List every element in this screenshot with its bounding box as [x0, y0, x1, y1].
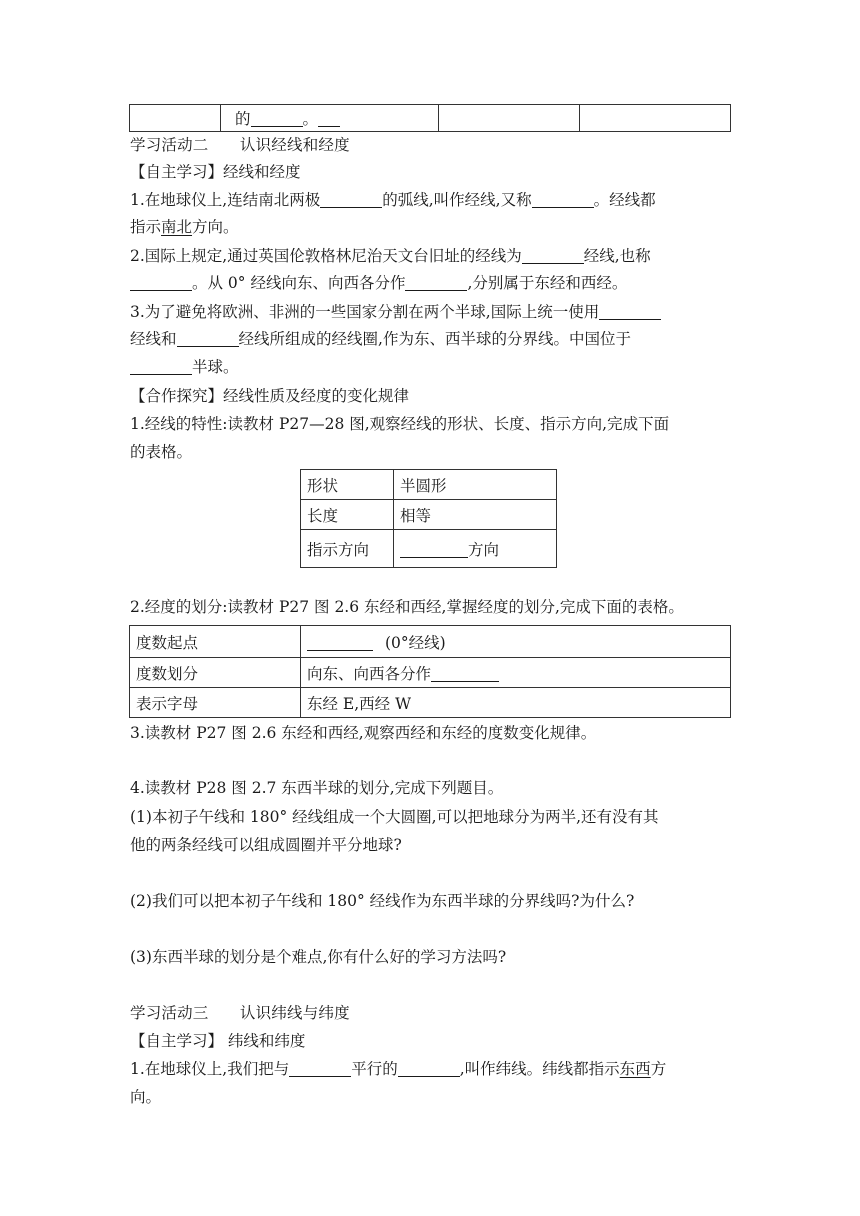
a2-q2-line1: [130, 244, 651, 268]
top-cell-tail: 。: [302, 110, 319, 128]
a2-c4-line: 4.读教材 P28 图 2.7 东西半球的划分,完成下列题目。: [130, 779, 504, 797]
top-table-cell-1: [130, 105, 221, 132]
table-label: 指示方向: [301, 530, 394, 568]
text: 方向。: [192, 218, 239, 236]
a2-c1-line2: 的表格。: [130, 443, 193, 461]
table-row: [301, 470, 557, 500]
blank-line: [251, 110, 303, 127]
activity3-title: 学习活动三 认识纬线与纬度: [130, 1004, 350, 1022]
table-label: 长度: [301, 500, 394, 530]
underlined-text: 东西: [619, 1060, 651, 1078]
blank-line: [318, 110, 340, 127]
answer-blank: [405, 274, 467, 291]
text: 指示: [130, 218, 162, 236]
answer-blank: [289, 1060, 351, 1077]
table-row: [130, 658, 731, 688]
table-row: [130, 688, 731, 718]
a2-q3-line1: [130, 300, 661, 324]
answer-blank: [400, 541, 468, 558]
text: 。经线都: [593, 191, 656, 209]
answer-blank: [130, 274, 192, 291]
underlined-text: 南北: [161, 218, 193, 236]
answer-blank: [522, 247, 584, 264]
a2-c4-1-line2: 他的两条经线可以组成圆圈并平分地球?: [130, 836, 402, 854]
a2-q1-line1: [130, 188, 656, 212]
a2-c1-line1: 1.经线的特性:读教材 P27—28 图,观察经线的形状、长度、指示方向,完成下面: [130, 415, 670, 433]
answer-blank: [320, 191, 382, 208]
text: ,分别属于东经和西经。: [467, 274, 628, 292]
table-label: 表示字母: [130, 688, 301, 718]
a2-c4-2-line: (2)我们可以把本初子午线和 180° 经线作为东西半球的分界线吗?为什么?: [130, 892, 635, 910]
text: ,叫作纬线。纬线都指示: [459, 1060, 620, 1078]
longitude-division-table: [129, 625, 731, 718]
table-value: 方向: [468, 540, 500, 559]
a3-q1-line1: [130, 1057, 666, 1081]
table-value-cell: [394, 530, 557, 568]
text: 经线所组成的经线圈,作为东、西半球的分界线。中国位于: [238, 330, 631, 348]
text: 平行的: [351, 1060, 398, 1078]
table-row: [130, 626, 731, 658]
a2-c2-line: 2.经度的划分:读教材 P27 图 2.6 东经和西经,掌握经度的划分,完成下面的表格。: [130, 598, 684, 616]
answer-blank: [599, 303, 661, 320]
answer-blank: [177, 330, 239, 347]
a2-q1-line2: [130, 215, 239, 239]
text: 经线,也称: [583, 247, 651, 265]
a2-q3-line2: [130, 327, 631, 351]
table-value: 相等: [394, 500, 557, 530]
activity3-self-study-heading: 【自主学习】 纬线和纬度: [130, 1032, 306, 1050]
a2-c3-line: 3.读教材 P27 图 2.6 东经和西经,观察西经和东经的度数变化规律。: [130, 724, 597, 742]
text: 。从 0° 经线向东、向西各分作: [192, 274, 406, 292]
table-value-cell: [301, 658, 731, 688]
table-label: 形状: [301, 470, 394, 500]
table-value: (0°经线): [385, 633, 446, 652]
activity2-self-study-heading: 【自主学习】经线和经度: [130, 163, 301, 181]
table-value: 向东、向西各分作: [307, 664, 432, 683]
table-value: 东经 E,西经 W: [301, 688, 731, 718]
text: 3.为了避免将欧洲、非洲的一些国家分割在两个半球,国际上统一使用: [130, 303, 600, 321]
top-cell-text: 的: [235, 110, 251, 128]
table-row: [301, 530, 557, 568]
text: 的弧线,叫作经线,又称: [382, 191, 532, 209]
activity2-title: 学习活动二 认识经线和经度: [130, 136, 350, 154]
a3-q1-line2: 向。: [130, 1088, 162, 1106]
a2-c4-1-line1: (1)本初子午线和 180° 经线组成一个大圆圈,可以把地球分为两半,还有没有其: [130, 808, 659, 826]
text: 经线和: [130, 330, 177, 348]
activity2-coop-heading: 【合作探究】经线性质及经度的变化规律: [130, 387, 410, 405]
text: 1.在地球仪上,连结南北两极: [130, 191, 321, 209]
text: 2.国际上规定,通过英国伦敦格林尼治天文台旧址的经线为: [130, 247, 522, 265]
a2-c4-3-line: (3)东西半球的划分是个难点,你有什么好的学习方法吗?: [130, 948, 507, 966]
text: 半球。: [192, 358, 239, 376]
text: 1.在地球仪上,我们把与: [130, 1060, 290, 1078]
text: 方: [650, 1060, 667, 1078]
table-label: 度数起点: [130, 626, 301, 658]
answer-blank: [431, 665, 499, 682]
table-value: 半圆形: [394, 470, 557, 500]
top-table-cell-3: [439, 105, 580, 132]
table-row: [301, 500, 557, 530]
top-table-cell-4: [580, 105, 731, 132]
top-table-cell-2: [221, 105, 439, 132]
table-label: 度数划分: [130, 658, 301, 688]
top-table-fragment: [129, 104, 731, 132]
answer-blank: [130, 358, 192, 375]
table-value-cell: [301, 626, 731, 658]
answer-blank: [398, 1060, 460, 1077]
a2-q3-line3: [130, 355, 239, 379]
a2-q2-line2: [130, 271, 627, 295]
answer-blank: [307, 634, 373, 651]
meridian-properties-table: [300, 469, 557, 568]
answer-blank: [532, 191, 594, 208]
